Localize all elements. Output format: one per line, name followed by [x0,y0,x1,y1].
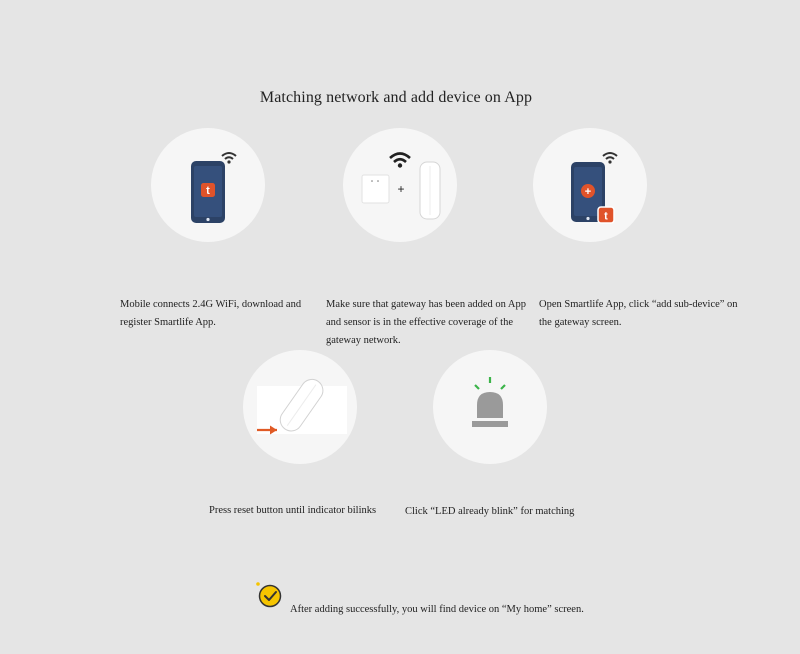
step-5-illustration [433,350,547,464]
step-2-caption: Make sure that gateway has been added on App and sensor is in the effective coverage of the gateway network. [326,299,527,346]
step-4-caption: Press reset button until indicator bilinks [209,505,377,516]
phone-add-device-icon [533,128,647,242]
step-4-illustration [243,350,357,464]
blinking-led-icon [433,350,547,464]
svg-text:t: t [206,185,210,197]
gateway-plus-sensor-icon [343,128,457,242]
page-title: Matching network and add device on App [259,89,533,106]
step-1-illustration [151,128,265,242]
svg-text:t: t [604,210,608,223]
step-1-caption: Mobile connects 2.4G WiFi, download and register Smartlife App. [120,299,302,328]
footer-success-text: After adding successfully, you will find device on “My home” screen. [290,604,584,615]
svg-text:+: + [584,186,592,198]
svg-text:+: + [397,182,405,196]
phone-wifi-app-icon [151,128,265,242]
step-2-illustration [343,128,457,242]
success-check-icon [254,580,284,610]
sensor-reset-button-icon [243,350,357,464]
step-3-illustration [533,128,647,242]
step-5-caption: Click “LED already blink” for matching [405,506,575,517]
step-3-caption: Open Smartlife App, click “add sub-device” on the gateway screen. [539,299,738,328]
